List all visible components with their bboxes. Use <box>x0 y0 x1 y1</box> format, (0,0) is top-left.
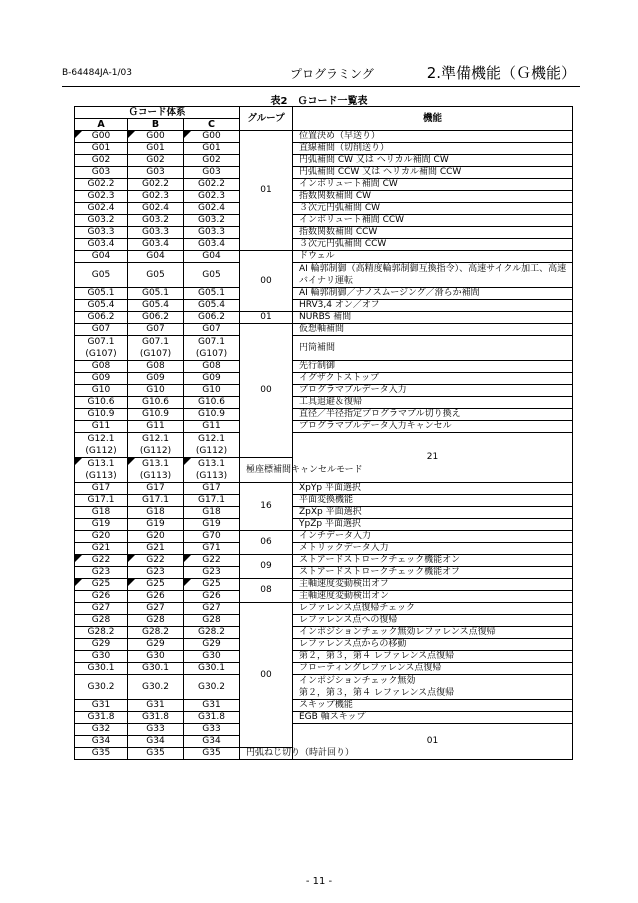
function-cell: 直線補間（切削送り） <box>293 143 573 155</box>
code-a-cell: G17.1 <box>75 495 128 507</box>
code-value: G13.1 <box>197 459 225 469</box>
function-cell: フローティングレファレンス点復帰 <box>293 663 573 675</box>
table-row <box>75 191 573 203</box>
code-value: G12.1 <box>141 434 169 444</box>
code-b-cell: G03.4 <box>128 239 184 251</box>
group-cell: 00 <box>240 324 293 458</box>
code-a-cell: G31.8 <box>75 712 128 724</box>
code-b-cell: G29 <box>128 639 184 651</box>
code-a-cell: G03.4 <box>75 239 128 251</box>
code-b-cell: G30.1 <box>128 663 184 675</box>
code-b-cell: G10.6 <box>128 397 184 409</box>
table-row <box>75 579 573 591</box>
table-row <box>75 324 573 336</box>
code-b-cell <box>128 336 184 361</box>
code-b-cell: G21 <box>128 543 184 555</box>
code-b-cell: G03 <box>128 167 184 179</box>
code-b-cell: G06.2 <box>128 312 184 324</box>
table-row <box>75 421 573 433</box>
function-cell: インボリュート補間 CCW <box>293 215 573 227</box>
code-b-cell: G30 <box>128 651 184 663</box>
table-row <box>75 615 573 627</box>
function-cell: AI 輪郭制御（高精度輪郭制御互換指令）、高速サイクル加工、高速バイナリ運転 <box>293 263 573 288</box>
code-c-cell: G10.6 <box>184 397 240 409</box>
code-c-cell: G09 <box>184 373 240 385</box>
function-cell: 円弧補間 CW 又は ヘリカル補間 CW <box>293 155 573 167</box>
function-cell: レファレンス点復帰チェック <box>293 603 573 615</box>
code-b-cell: G03.3 <box>128 227 184 239</box>
code-a-cell: G30.1 <box>75 663 128 675</box>
table-row <box>75 663 573 675</box>
code-a-cell: G10 <box>75 385 128 397</box>
table-row <box>75 409 573 421</box>
table-row <box>75 543 573 555</box>
code-a-cell: G25 <box>75 579 128 591</box>
code-b-cell: G05.4 <box>128 300 184 312</box>
code-c-cell: G02 <box>184 155 240 167</box>
code-a-cell: G07 <box>75 324 128 336</box>
code-b-cell: G03.2 <box>128 215 184 227</box>
code-c-cell: G02.4 <box>184 203 240 215</box>
table-row <box>75 336 573 361</box>
function-cell: YpZp 平面選択 <box>293 519 573 531</box>
code-c-cell: G70 <box>184 531 240 543</box>
function-cell: 第２，第３，第４ レファレンス点復帰 <box>293 651 573 663</box>
code-b-cell: G33 <box>128 724 184 736</box>
table-row <box>75 312 573 324</box>
function-cell: 極座標補間キャンセルモード <box>240 458 293 483</box>
code-c-cell: G05.1 <box>184 288 240 300</box>
group-cell: 01 <box>240 131 293 251</box>
code-c-cell: G10 <box>184 385 240 397</box>
code-b-cell: G02.2 <box>128 179 184 191</box>
code-c-cell: G30.2 <box>184 675 240 700</box>
code-b-cell: G22 <box>128 555 184 567</box>
function-cell: メトリックデータ入力 <box>293 543 573 555</box>
code-value: G12.1 <box>197 434 225 444</box>
table-row <box>75 300 573 312</box>
code-value: G12.1 <box>87 434 115 444</box>
function-cell: イグザクトストップ <box>293 373 573 385</box>
function-line: インポジションチェック無効 <box>299 676 416 686</box>
code-a-cell: G00 <box>75 131 128 143</box>
code-b-cell: G35 <box>128 748 184 760</box>
code-a-cell: G17 <box>75 483 128 495</box>
code-b-cell: G28 <box>128 615 184 627</box>
code-b-cell: G10.9 <box>128 409 184 421</box>
code-value: G07.1 <box>87 337 115 347</box>
code-c-cell: G03.4 <box>184 239 240 251</box>
code-a-cell: G03 <box>75 167 128 179</box>
code-a-cell: G10.9 <box>75 409 128 421</box>
code-a-cell: G03.3 <box>75 227 128 239</box>
table-row <box>75 203 573 215</box>
function-cell: インボリュート補間 CW <box>293 179 573 191</box>
code-b-cell: G25 <box>128 579 184 591</box>
table-row <box>75 385 573 397</box>
code-c-cell: G31 <box>184 700 240 712</box>
function-cell: インチデータ入力 <box>293 531 573 543</box>
code-a-cell: G19 <box>75 519 128 531</box>
code-a-cell: G34 <box>75 736 128 748</box>
code-c-cell <box>184 433 240 458</box>
code-value: G13.1 <box>87 459 115 469</box>
code-a-cell: G05.4 <box>75 300 128 312</box>
function-cell: 指数関数補間 CW <box>293 191 573 203</box>
function-cell: 工具退避＆復帰 <box>293 397 573 409</box>
table-row <box>75 239 573 251</box>
code-a-cell <box>75 433 128 458</box>
code-a-cell: G28 <box>75 615 128 627</box>
code-c-cell: G08 <box>184 361 240 373</box>
function-cell: スキップ機能 <box>293 700 573 712</box>
code-b-cell: G28.2 <box>128 627 184 639</box>
code-a-cell: G20 <box>75 531 128 543</box>
function-cell: ３次元円弧補間 CCW <box>293 239 573 251</box>
function-cell: ドウェル <box>293 251 573 263</box>
table-row <box>75 373 573 385</box>
code-b-cell: G07 <box>128 324 184 336</box>
code-alias: (G107) <box>139 349 172 359</box>
function-cell: ZpXp 平面選択 <box>293 507 573 519</box>
group-cell: 01 <box>240 312 293 324</box>
group-cell: 01 <box>293 724 573 760</box>
code-c-cell: G06.2 <box>184 312 240 324</box>
function-cell: 主軸速度変動検出オン <box>293 591 573 603</box>
code-c-cell: G33 <box>184 724 240 736</box>
code-b-cell: G11 <box>128 421 184 433</box>
group-cell: 00 <box>240 251 293 312</box>
code-c-cell: G05 <box>184 263 240 288</box>
table-row <box>75 712 573 724</box>
table-row <box>75 495 573 507</box>
code-b-cell <box>128 458 184 483</box>
code-c-cell: G71 <box>184 543 240 555</box>
code-a-cell: G05.1 <box>75 288 128 300</box>
table-row <box>75 627 573 639</box>
table-row <box>75 507 573 519</box>
table-row <box>75 591 573 603</box>
code-a-cell: G32 <box>75 724 128 736</box>
code-c-cell <box>184 336 240 361</box>
table-row <box>75 700 573 712</box>
table-row <box>75 131 573 143</box>
function-cell: 主軸速度変動検出オフ <box>293 579 573 591</box>
function-cell: XpYp 平面選択 <box>293 483 573 495</box>
table-row <box>75 567 573 579</box>
code-b-cell: G02.4 <box>128 203 184 215</box>
function-cell: 平面変換機能 <box>293 495 573 507</box>
code-a-cell: G29 <box>75 639 128 651</box>
code-c-cell: G25 <box>184 579 240 591</box>
function-cell: 円筒補間 <box>293 336 573 361</box>
code-c-cell <box>184 458 240 483</box>
code-b-cell: G19 <box>128 519 184 531</box>
code-b-cell: G20 <box>128 531 184 543</box>
function-cell <box>293 675 573 700</box>
code-a-cell: G02.4 <box>75 203 128 215</box>
code-c-cell: G01 <box>184 143 240 155</box>
code-c-cell: G17 <box>184 483 240 495</box>
code-c-cell: G23 <box>184 567 240 579</box>
function-cell: 円弧ねじ切り（時計回り） <box>240 748 293 760</box>
table-row <box>75 555 573 567</box>
document-number: B-64484JA-1/03 <box>62 68 132 78</box>
header-rule <box>62 86 580 87</box>
code-a-cell: G03.2 <box>75 215 128 227</box>
code-a-cell: G10.6 <box>75 397 128 409</box>
code-a-cell: G08 <box>75 361 128 373</box>
function-cell: 先行制御 <box>293 361 573 373</box>
function-cell: 円弧補間 CCW 又は ヘリカル補間 CCW <box>293 167 573 179</box>
code-alias: (G113) <box>195 471 228 481</box>
group-header: グループ <box>240 107 293 131</box>
function-line: 第２，第３，第４ レファレンス点復帰 <box>299 688 455 698</box>
system-a-header: A <box>75 119 128 131</box>
code-b-cell: G34 <box>128 736 184 748</box>
code-value: G13.1 <box>141 459 169 469</box>
group-cell: 08 <box>240 579 293 603</box>
code-b-cell: G05.1 <box>128 288 184 300</box>
function-cell: ストアードストロークチェック機能オン <box>293 555 573 567</box>
chapter-title: 2.準備機能（Ｇ機能） <box>426 64 576 82</box>
function-cell: 直径／半径指定プログラマブル切り換え <box>293 409 573 421</box>
code-c-cell: G18 <box>184 507 240 519</box>
group-cell: 21 <box>293 433 573 483</box>
code-a-cell: G30 <box>75 651 128 663</box>
group-cell: 06 <box>240 531 293 555</box>
system-c-header: C <box>184 119 240 131</box>
code-a-cell: G27 <box>75 603 128 615</box>
page-header <box>62 62 580 84</box>
table-row <box>75 675 573 700</box>
code-b-cell: G27 <box>128 603 184 615</box>
code-a-cell: G02.2 <box>75 179 128 191</box>
function-cell: インポジションチェック無効レファレンス点復帰 <box>293 627 573 639</box>
code-a-cell: G18 <box>75 507 128 519</box>
code-a-cell <box>75 458 128 483</box>
table-row <box>75 531 573 543</box>
table-row <box>75 215 573 227</box>
code-b-cell: G17 <box>128 483 184 495</box>
code-c-cell: G05.4 <box>184 300 240 312</box>
code-b-cell: G05 <box>128 263 184 288</box>
table-row <box>75 651 573 663</box>
table-row <box>75 251 573 263</box>
table-row <box>75 167 573 179</box>
code-a-cell: G01 <box>75 143 128 155</box>
code-b-cell: G02 <box>128 155 184 167</box>
code-c-cell: G28 <box>184 615 240 627</box>
code-a-cell: G06.2 <box>75 312 128 324</box>
table-row <box>75 361 573 373</box>
code-c-cell: G30.1 <box>184 663 240 675</box>
code-b-cell: G26 <box>128 591 184 603</box>
code-a-cell: G28.2 <box>75 627 128 639</box>
code-c-cell: G00 <box>184 131 240 143</box>
code-c-cell: G02.2 <box>184 179 240 191</box>
code-c-cell: G31.8 <box>184 712 240 724</box>
code-a-cell: G31 <box>75 700 128 712</box>
code-a-cell: G05 <box>75 263 128 288</box>
code-a-cell: G35 <box>75 748 128 760</box>
code-c-cell: G10.9 <box>184 409 240 421</box>
code-a-cell: G09 <box>75 373 128 385</box>
table-row <box>75 143 573 155</box>
table-row <box>75 227 573 239</box>
code-b-cell: G00 <box>128 131 184 143</box>
code-b-cell: G17.1 <box>128 495 184 507</box>
code-c-cell: G04 <box>184 251 240 263</box>
table-row <box>75 519 573 531</box>
code-b-cell: G08 <box>128 361 184 373</box>
function-cell: プログラマブルデータ入力 <box>293 385 573 397</box>
group-cell: 16 <box>240 483 293 531</box>
code-a-cell: G02 <box>75 155 128 167</box>
code-a-cell: G22 <box>75 555 128 567</box>
g-code-table-body <box>75 131 573 760</box>
group-cell: 00 <box>240 603 293 748</box>
code-c-cell: G30 <box>184 651 240 663</box>
code-a-cell: G21 <box>75 543 128 555</box>
function-cell: NURBS 補間 <box>293 312 573 324</box>
code-value: G07.1 <box>141 337 169 347</box>
code-b-cell: G31 <box>128 700 184 712</box>
code-alias: (G113) <box>85 471 117 481</box>
function-cell: プログラマブルデータ入力キャンセル <box>293 421 573 433</box>
function-cell: 仮想軸補間 <box>293 324 573 336</box>
code-alias: (G113) <box>139 471 172 481</box>
table-row <box>75 397 573 409</box>
code-c-cell: G34 <box>184 736 240 748</box>
function-cell: ３次元円弧補間 CW <box>293 203 573 215</box>
code-c-cell: G22 <box>184 555 240 567</box>
g-code-table <box>74 106 573 760</box>
system-b-header: B <box>128 119 184 131</box>
function-cell: 位置決め（早送り） <box>293 131 573 143</box>
table-row <box>75 263 573 288</box>
code-c-cell: G03 <box>184 167 240 179</box>
code-c-cell: G27 <box>184 603 240 615</box>
function-cell: AI 輪郭制御／ナノスムージング／滑らか補間 <box>293 288 573 300</box>
code-c-cell: G03.3 <box>184 227 240 239</box>
code-a-cell: G04 <box>75 251 128 263</box>
g-code-system-header: Ｇコード体系 <box>75 107 240 119</box>
table-row <box>75 288 573 300</box>
table-row <box>75 155 573 167</box>
code-alias: (G107) <box>85 349 117 359</box>
code-b-cell: G23 <box>128 567 184 579</box>
code-value: G07.1 <box>197 337 225 347</box>
code-alias: (G112) <box>195 446 228 456</box>
code-c-cell: G07 <box>184 324 240 336</box>
code-a-cell: G11 <box>75 421 128 433</box>
function-cell: ストアードストロークチェック機能オフ <box>293 567 573 579</box>
section-title: プログラミング <box>290 67 374 81</box>
code-c-cell: G26 <box>184 591 240 603</box>
function-cell: レファレンス点からの移動 <box>293 639 573 651</box>
code-alias: (G107) <box>195 349 228 359</box>
code-b-cell: G02.3 <box>128 191 184 203</box>
group-cell: 09 <box>240 555 293 579</box>
table-caption: 表2 Ｇコード一覧表 <box>270 96 368 107</box>
code-c-cell: G03.2 <box>184 215 240 227</box>
code-a-cell: G26 <box>75 591 128 603</box>
code-a-cell: G23 <box>75 567 128 579</box>
code-b-cell: G30.2 <box>128 675 184 700</box>
code-b-cell: G04 <box>128 251 184 263</box>
code-b-cell <box>128 433 184 458</box>
code-c-cell: G19 <box>184 519 240 531</box>
code-c-cell: G28.2 <box>184 627 240 639</box>
code-alias: (G112) <box>85 446 117 456</box>
code-a-cell: G02.3 <box>75 191 128 203</box>
code-b-cell: G01 <box>128 143 184 155</box>
function-cell: HRV3,4 オン／オフ <box>293 300 573 312</box>
code-b-cell: G09 <box>128 373 184 385</box>
code-a-cell: G30.2 <box>75 675 128 700</box>
code-c-cell: G35 <box>184 748 240 760</box>
function-header: 機能 <box>293 107 573 131</box>
table-row <box>75 483 573 495</box>
code-c-cell: G29 <box>184 639 240 651</box>
table-row <box>75 639 573 651</box>
code-alias: (G112) <box>139 446 172 456</box>
code-c-cell: G11 <box>184 421 240 433</box>
table-row <box>75 433 573 458</box>
function-cell: レファレンス点への復帰 <box>293 615 573 627</box>
code-b-cell: G31.8 <box>128 712 184 724</box>
table-row <box>75 603 573 615</box>
code-a-cell <box>75 336 128 361</box>
page-number: - 11 - <box>305 876 333 887</box>
code-b-cell: G18 <box>128 507 184 519</box>
function-cell: EGB 軸スキップ <box>293 712 573 724</box>
code-c-cell: G17.1 <box>184 495 240 507</box>
function-cell: 指数関数補間 CCW <box>293 227 573 239</box>
code-c-cell: G02.3 <box>184 191 240 203</box>
table-row <box>75 724 573 736</box>
table-row <box>75 179 573 191</box>
code-b-cell: G10 <box>128 385 184 397</box>
